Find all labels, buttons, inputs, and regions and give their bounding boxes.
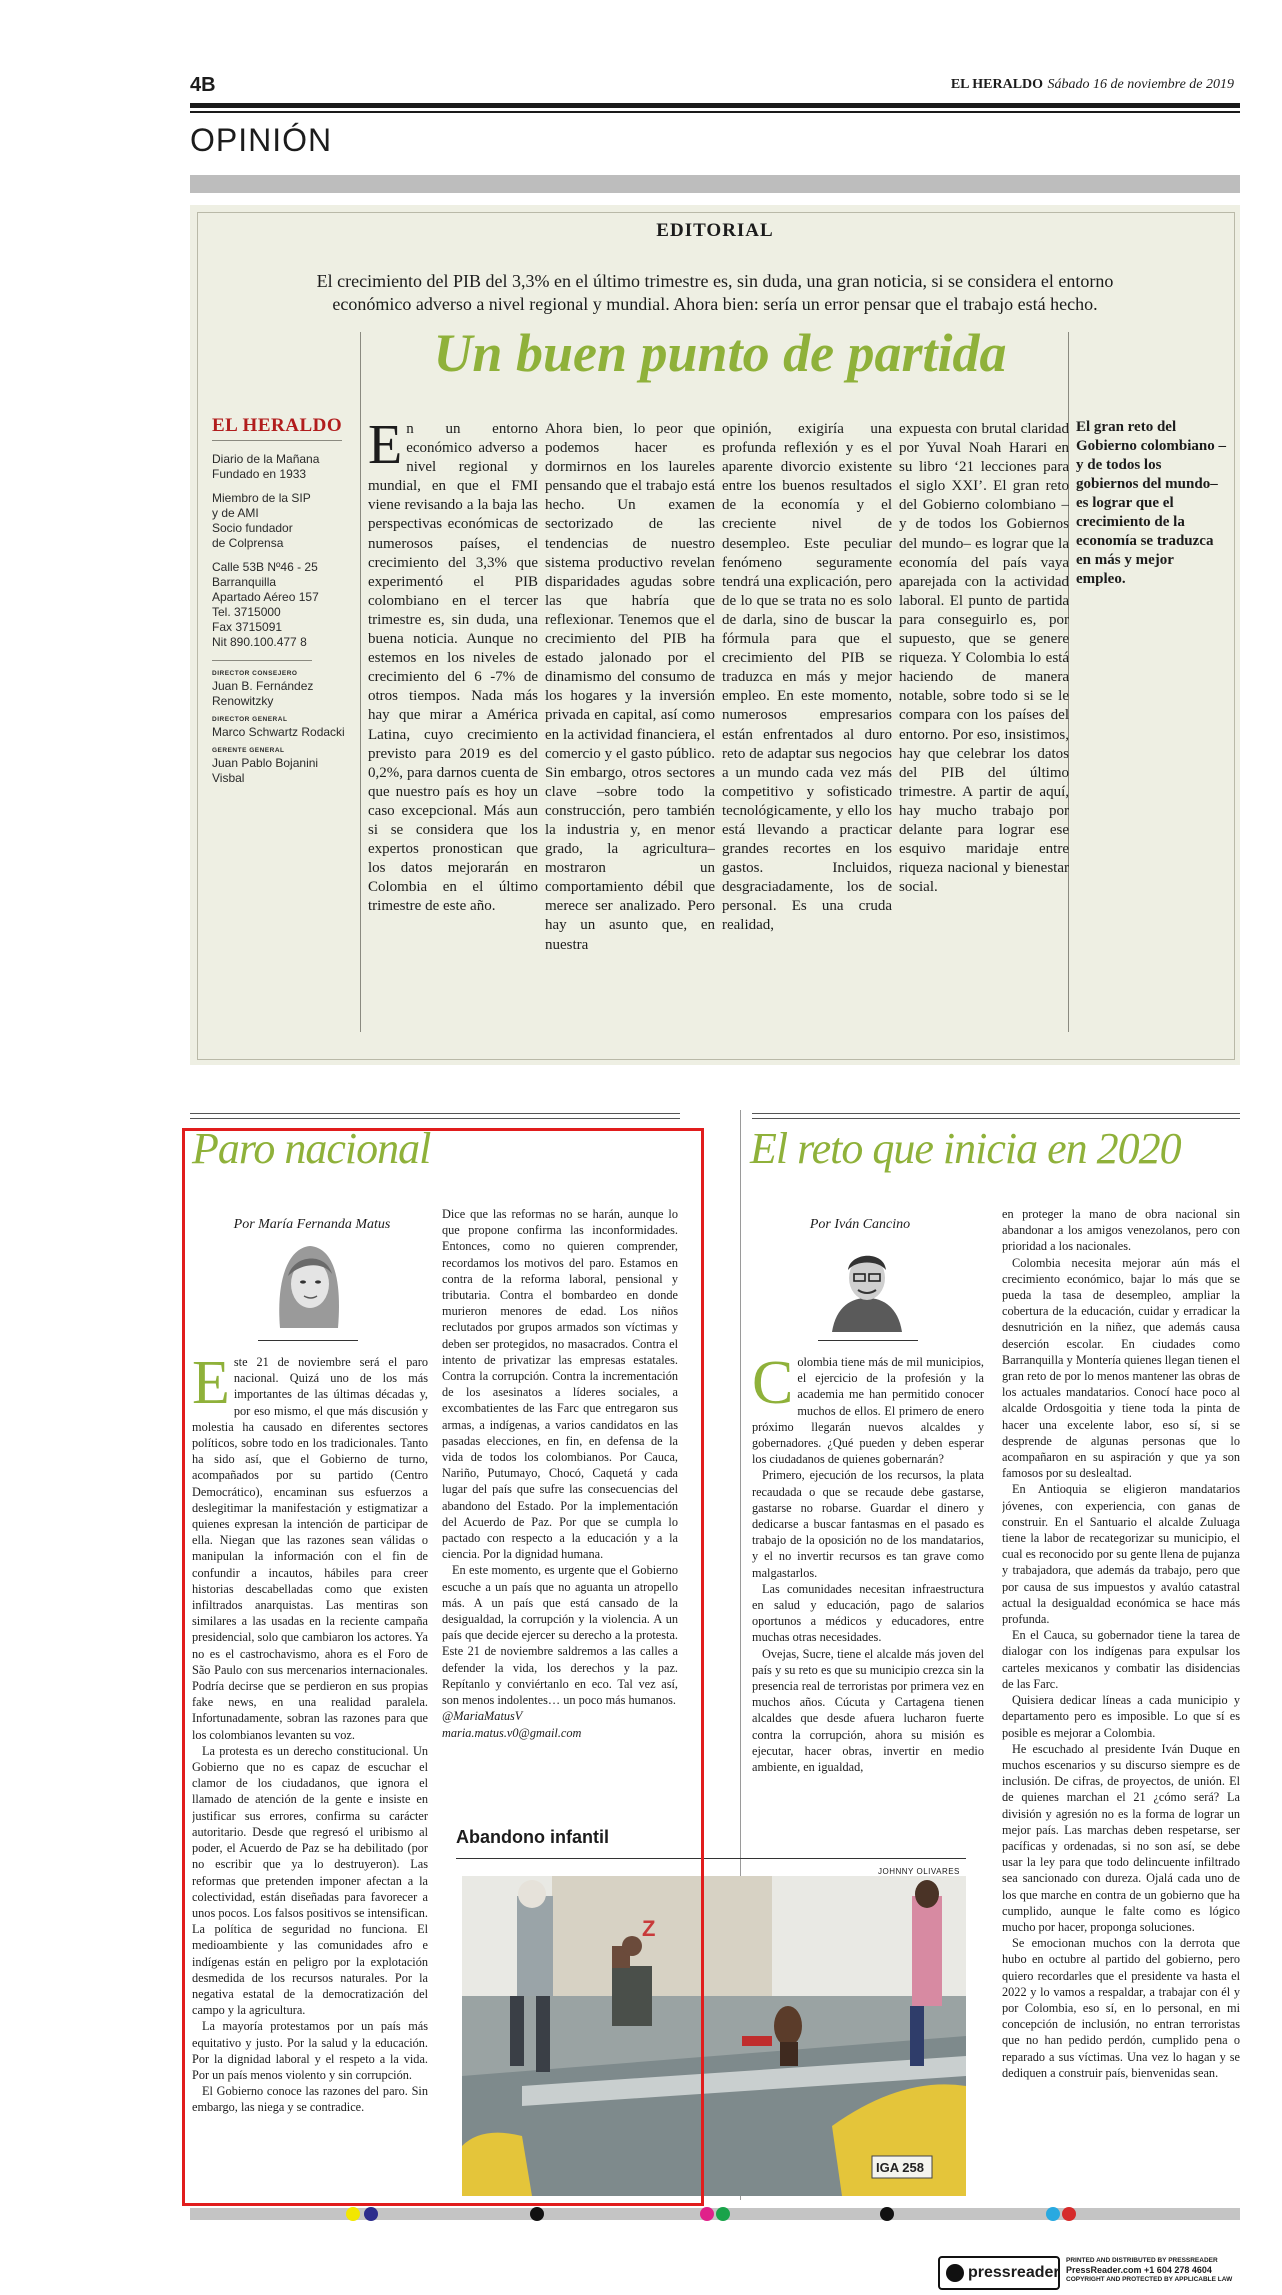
column-top-rule	[190, 1118, 680, 1119]
info-line: de Colprensa	[212, 536, 284, 550]
pull-quote: El gran reto del Gobierno colombiano –y de todos los gobiernos del mundo– es lograr que el crecimiento de la economía se traduzca en más y mejor empleo.	[1076, 419, 1227, 587]
info-line: Socio fundador	[212, 521, 293, 535]
editorial-title: Un buen punto de partida	[433, 323, 1007, 383]
license-plate: IGA 258	[876, 2160, 924, 2175]
paragraph: He escuchado al presidente Iván Duque en muchos escenarios y su discurso siempre es de inclusión. De cifras, de proyectos, de unión. El de quienes marchan el 21 ¿cómo será? La división y agresión no es la forma de lograr un mejor país. Las marchas deben respetarse, ser pacíficas y ordenadas, si no son así, se debe usar la ley para que todo delincuente infiltrado sea sancionado con dureza. Ojalá cada uno de los que marche en contra de un gobierno que ha cumplido, aunque le falte como es lógico mucho por hacer, proponga soluciones.	[1002, 1741, 1240, 1934]
pressreader-icon	[946, 2264, 964, 2282]
manager-title: GERENTE GENERAL	[212, 747, 285, 754]
registration-dot	[530, 2207, 544, 2221]
director-name: Juan B. Fernández Renowitzky	[212, 679, 314, 708]
pressreader-logo	[938, 2256, 1060, 2290]
paragraph: Ovejas, Sucre, tiene el alcalde más joven del país y su reto es que su municipio crezca sin la presencia real de terroristas por primera vez en muchos años. Cúcuta y Cartagena tienen alcaldes que desde afuera lucharon fuerte contra la corrupción, ahora su misión es ejecutar, hacer obras, invertir en medio ambiente, en igualdad,	[752, 1646, 984, 1775]
registration-dot	[716, 2207, 730, 2221]
editorial-column-1	[368, 420, 538, 1040]
paragraph: Dice que las reformas no se harán, aunque lo que propone confirma las inconformidades. Entonces, como no quieren comprender, recordamos los motivos del paro. Estamos en contra de la reforma laboral, pensional y tributaria. Contra el bombardeo en donde murieron menores de edad. Los niños reclutados por grupos armados son víctimas y deben ser protegidos, no masacrados. Contra el intento de privatizar las empresas estatales. Contra la corrupción. Contra la incrementación de los asesinatos a líderes sociales, a excombatientes de las Farc que entregaron sus armas, a indígenas, a varios candidatos en las pasadas elecciones, en fin, en defensa de la vida de todos los colombianos. Por Cauca, Nariño, Putumayo, Chocó, Caquetá y cada lugar del país que sufre las consecuencias del abandono del Estado. Por la implementación del Acuerdo de Paz. Por que se cumpla lo pactado con respecto a la educación y a la ciencia. Por la dignidad humana.	[442, 1207, 678, 1562]
paper-name: EL HERALDO	[950, 77, 1044, 92]
column-title: Paro nacional	[192, 1124, 431, 1173]
section-bar	[190, 175, 1240, 193]
drop-cap: E	[192, 1354, 230, 1417]
column-top-rule	[752, 1118, 1240, 1119]
editorial-column-4: expuesta con brutal claridad por Yuval Noah Harari en su libro ‘21 lecciones para el siglo XXI’. El gran reto del Gobierno colombiano –y de todos los Gobiernos del mundo– es lograr que la economía del país vaya aparejada con la actividad laboral. El punto de partida para conseguirlo es, por supuesto, que se genere riqueza. Y Colombia lo está haciendo de manera notable, sobre todo si se le compara con los países del entorno. Por eso, insistimos, hay que celebrar los datos del PIB del último trimestre. A partir de aquí, hay mucho trabajo por delante para lograr ese esquivo maridaje entre riqueza nacional y bienestar social.	[899, 421, 1069, 896]
byline: Por María Fernanda Matus	[233, 1217, 391, 1232]
registration-dot	[1062, 2207, 1076, 2221]
info-line: Diario de la Mañana	[212, 452, 320, 466]
paragraph: La mayoría protestamos por un país más equitativo y justo. Por la salud y la educación. Por la dignidad laboral y el respeto a la vida. Por un país menos violento y sin corrupción.	[192, 2019, 428, 2082]
author-email: maria.matus.v0@gmail.com	[442, 1725, 582, 1740]
logo-rule	[212, 440, 342, 441]
paragraph: En el Cauca, su gobernador tiene la tarea de dialogar con los indígenas para expulsar los carteles mexicanos y combatir las disidencias de las Farc.	[1002, 1628, 1240, 1691]
el-heraldo-logo: EL HERALDO	[212, 415, 343, 436]
registration-dot	[364, 2207, 378, 2221]
info-line: Barranquilla	[212, 575, 277, 589]
issue-date: Sábado 16 de noviembre de 2019	[1047, 77, 1234, 92]
editorial-text: n un entorno económico adverso a nivel regional y mundial, en que el FMI viene revisando a la baja las perspectivas económicas de numerosos países, el crecimiento del 3,3% que experimentó el PIB colombiano en el tercer trimestre es, sin duda, una buena noticia. Aunque no estemos en los niveles de crecimiento del 6 -7% de otros tiempos. Nada más hay que mirar a América Latina, cuyo crecimiento previsto para 2019 es del 0,2%, para darnos cuenta de que nuestro país es hoy un caso excepcional. Más aun si se considera que los expertos pronostican que los datos mejorarán en Colombia en el último trimestre de este año.	[368, 421, 538, 915]
byline-rule	[818, 1340, 918, 1341]
paragraph: ste 21 de noviembre será el paro nacional. Quizá uno de los más importantes de las últimas décadas y, por eso mismo, el que más discusión y molestia ha causado en diferentes sectores políticos, sobre todo en los tradicionales. Tanto ha sido así, que el Gobierno de turno, acompañados por su partido (Centro Democrático), encaminan sus esfuerzos a deslegitimar la manifestación y estigmatizar a quienes expresan la intención de participar de ella. Niegan que las razones sean válidas o manipulan la información con el fin de confundir a incautos, hábiles para creer historias descabelladas como que existen infiltrados anarquistas. Las mentiras son similares a las usadas en la reciente campaña presidencial, solo que cambiaron los actores. Ya no es el castrochavismo, ahora es el Foro de São Paulo con sus mercenarios internacionales. Podría decirse que se perdieron en sus propias fake news, en una realidad paralela. Infortunadamente, sobran las razones para que los colombianos levanten su voz.	[192, 1355, 428, 1742]
paragraph: Primero, ejecución de los recursos, la plata recaudada o que se recaude debe gastarse, gastarse no robarse. Guardar el dinero y dedicarse a buscar fantasmas en el pasado es trabajo de la oposición no de los mandatarios, y el no invertir recursos es tan grave como malgastarlos.	[752, 1468, 984, 1580]
general-director-title: DIRECTOR GENERAL	[212, 716, 288, 723]
info-line: Miembro de la SIP	[212, 491, 311, 505]
author-handle: @MariaMatusV	[442, 1709, 523, 1724]
paragraph: En Antioquia se eligieron mandatarios jóvenes, con experiencia, con ganas de construir. En el Santuario el alcalde Zuluaga tiene la labor de recategorizar su municipio, el cual es reconocido por su gente llena de pujanza y trabajadora, que además da trabajo, pero que por causa de sus impuestos y avalúo catastral actual la desigualdad económica se hace más profunda.	[1002, 1482, 1240, 1627]
column-top-rule	[190, 1113, 680, 1114]
paragraph: En este momento, es urgente que el Gobierno escuche a un país que no aguanta un atropello más. A un país que está cansado de la desigualdad, la corrupción y la violencia. A un país que decide ejercer su derecho a la protesta. Este 21 de noviembre saldremos a las calles a defender la vida, los derechos y la paz. Repítanlo y conviértanlo en eco. Tal vez así, son menos indolentes… un poco más humanos.	[442, 1563, 678, 1708]
paragraph: en proteger la mano de obra nacional sin abandonar a los amigos venezolanos, pero con prioridad a los nacionales.	[1002, 1207, 1240, 1254]
editorial-label: EDITORIAL	[656, 220, 774, 241]
paragraph: Quisiera dedicar líneas a cada municipio y departamento pero es imposible. Lo que sí es posible es mejorar a Colombia.	[1002, 1693, 1240, 1740]
editorial-column-2: Ahora bien, lo peor que podemos hacer es dormirnos en los laureles pensando que el trabajo está hecho. Un examen sectorizado de las tendencias de nuestro sistema productivo revelan disparidades agudas sobre las que habría que reflexionar. Tenemos que el crecimiento del PIB ha estado jalonado por el dinamismo del consumo de los hogares y la inversión privada en capital, así como en la actividad financiera, el comercio y el gasto público. Sin embargo, otros sectores clave –sobre todo la construcción, pero también la industria y, en menor grado, la agricultura– mostraron un comportamiento débil que merece ser analizado. Pero hay un asunto que, en nuestra	[545, 421, 715, 953]
general-director-name: Marco Schwartz Rodacki	[212, 725, 345, 739]
column-title: El reto que inicia en 2020	[750, 1124, 1181, 1173]
notice-line: PressReader.com +1 604 278 4604	[1066, 2265, 1212, 2275]
photo-label: Abandono infantil	[456, 1827, 609, 1847]
svg-text:Z: Z	[642, 1916, 656, 1941]
info-line: Nit 890.100.477 8	[212, 635, 307, 649]
column-top-rule	[752, 1113, 1240, 1114]
notice-line: COPYRIGHT AND PROTECTED BY APPLICABLE LAW	[1066, 2276, 1233, 2283]
page-number: 4B	[190, 74, 216, 96]
section-title: OPINIÓN	[190, 122, 333, 158]
info-line: Apartado Aéreo 157	[212, 590, 319, 604]
editorial-lead: El crecimiento del PIB del 3,3% en el último trimestre es, sin duda, una gran noticia, si se considera el entorno económico adverso a nivel regional y mundial. Ahora bien: sería un error pensar que el trabajo está hecho.	[316, 271, 1114, 314]
registration-dot	[1046, 2207, 1060, 2221]
masthead-info	[212, 452, 352, 786]
pressreader-wordmark: pressreader	[968, 2264, 1060, 2281]
column2-text-a	[752, 1354, 984, 1824]
editorial-column-3: opinión, exigiría una profunda reflexión y es el aparente divorcio existente entre los buenos resultados de la economía y el creciente nivel de desempleo. Este peculiar fenómeno seguramente tendrá una explicación, pero de lo que se trata no es solo de darla, sino de buscar la fórmula para que el crecimiento del PIB se traduzca en más y mejor empleo. En este momento, numerosos empresarios están enfrentados al duro reto de adaptar sus negocios a un mundo cada vez más competitivo y sofisticado tecnológicamente, y ello los está llevando a practicar grandes recortes en los gastos. Incluidos, desgraciadamente, los de personal. Es una cruda realidad,	[722, 421, 892, 934]
column-divider	[360, 332, 361, 1032]
column2-text-b	[1002, 1206, 1240, 2196]
info-line: Fundado en 1933	[212, 467, 307, 481]
drop-cap: C	[752, 1354, 794, 1417]
header-rule-thin	[190, 111, 1240, 113]
manager-name: Juan Pablo Bojanini Visbal	[212, 756, 319, 785]
registration-dot	[700, 2207, 714, 2221]
info-line: Tel. 3715000	[212, 605, 281, 619]
paragraph: Colombia necesita mejorar aún más el crecimiento económico, bajar lo más que se pueda la tasa de desempleo, ampliar la cobertura de la educación, cuidar y erradicar la desnutrición en la niñez, que además causa deserción escolar. En ciudades como Barranquilla y Montería quienes llegan tienen el gran reto de por lo menos mantener las obras de los actuales mandatarios. Conocí hace poco al alcalde Ordosgoitia y tiene toda la pinta de hacer una excelente labor, eso sí, si se desprende de algunas personas que lo acompañaron en su aspiración y que ya son famosos por su deslealtad.	[1002, 1255, 1240, 1481]
info-line: Fax 3715091	[212, 620, 283, 634]
info-line: y de AMI	[212, 506, 259, 520]
author-portrait	[826, 1240, 908, 1332]
paragraph: La protesta es un derecho constitucional. Un Gobierno que no es capaz de escuchar el clamor de los ciudadanos, que ignora el llamado de atención de la gente e insiste en justificar sus errores, confirma su carácter autoritario. Desde que regresó el uribismo al poder, el Acuerdo de Paz se ha debilitado (por no escribir que ya lo destruyeron). Las reformas que pretenden imponer afectan a la colectividad, están diseñadas para favorecer a unos pocos. Los falsos positivos se intensifican. La política de seguridad no funciona. El medioambiente y las comunidades afro e indígenas están en peligro por la explotación desmedida de los recursos naturales. Por la negativa estatal de la democratización del campo y la agricultura.	[192, 1743, 428, 2018]
drop-cap: E	[368, 420, 403, 476]
byline: Por Iván Cancino	[809, 1217, 911, 1232]
notice-line: PRINTED AND DISTRIBUTED BY PRESSREADER	[1066, 2257, 1218, 2264]
photo-credit: JOHNNY OLIVARES	[878, 1867, 960, 1876]
pressreader-footer[interactable]	[938, 2256, 1238, 2290]
highlight-box	[182, 1128, 704, 2206]
pressreader-notice	[1066, 2257, 1232, 2284]
header-rule	[190, 103, 1240, 108]
paragraph: Las comunidades necesitan infraestructura en salud y educación, pago de salarios oportunos a médicos y educadores, entre muchas otras necesidades.	[752, 1581, 984, 1645]
paragraph: Se emocionan muchos con la derrota que hubo en octubre al partido del gobierno, pero quiero recordarles que el presidente va hasta el 2022 y lo vamos a respaldar, a trabajar con él y por Colombia, eso sí, en lo personal, en mi concepción de inclusión, no entran terroristas que no han pedido perdón, cumplido pena o reparado a sus víctimas. Una vez lo hagan y se dediquen a construir país, bienvenidas sean.	[1002, 1936, 1240, 2080]
director-title: DIRECTOR CONSEJERO	[212, 670, 298, 677]
paragraph: olombia tiene más de mil municipios, el ejercicio de la profesión y la academia me han permitido conocer muchos de ellos. El primero de enero próximo llegarán nuevos alcaldes y gobernadores. ¿Qué pueden y deben esperar los ciudadanos de quienes gobernarán?	[752, 1355, 984, 1467]
registration-dot	[880, 2207, 894, 2221]
paragraph: El Gobierno conoce las razones del paro. Sin embargo, las niega y se contradice.	[192, 2084, 428, 2115]
masthead	[951, 76, 1234, 93]
info-line: Calle 53B Nº46 - 25	[212, 560, 318, 574]
registration-dot	[346, 2207, 360, 2221]
